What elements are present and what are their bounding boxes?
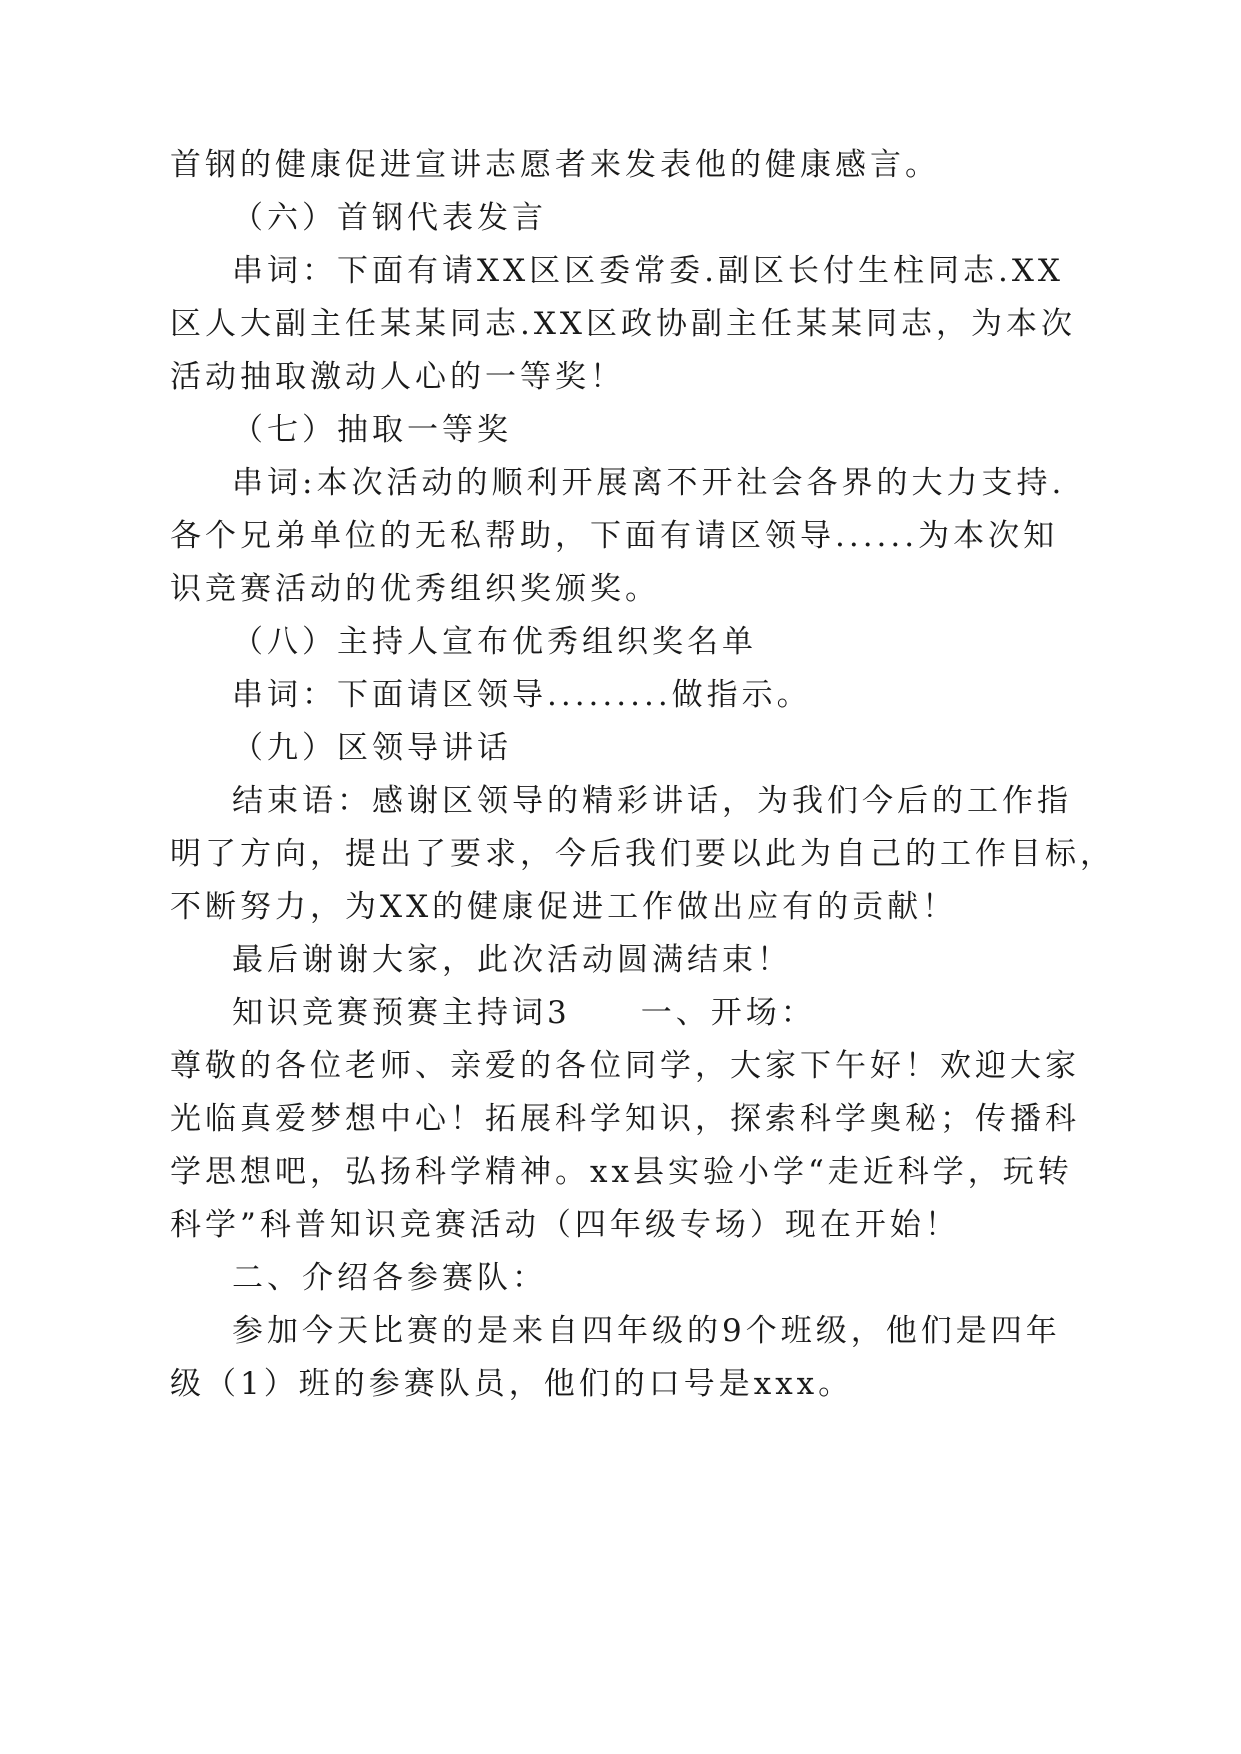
text-line: 不断努力，为XX的健康促进工作做出应有的贡献！ xyxy=(170,889,958,925)
text-line: 串词:本次活动的顺利开展离不开社会各界的大力支持. xyxy=(232,465,1066,501)
section-heading: （七）抽取一等奖 xyxy=(232,412,512,448)
text-line: 串词：下面有请XX区区委常委.副区长付生柱同志.XX xyxy=(232,253,1064,289)
text-line: 明了方向，提出了要求，今后我们要以此为自己的工作目标， xyxy=(170,836,1115,872)
text-line: 尊敬的各位老师、亲爱的各位同学，大家下午好！欢迎大家 xyxy=(170,1048,1080,1084)
text-line: 结束语：感谢区领导的精彩讲话，为我们今后的工作指 xyxy=(232,783,1072,819)
text-line: 区人大副主任某某同志.XX区政协副主任某某同志，为本次 xyxy=(170,306,1076,342)
section-heading: （九）区领导讲话 xyxy=(232,730,512,766)
section-heading: （六）首钢代表发言 xyxy=(232,200,547,236)
text-line: 知识竞赛预赛主持词3 一、开场： xyxy=(232,995,816,1031)
text-line: 科学”科普知识竞赛活动（四年级专场）现在开始！ xyxy=(170,1207,960,1243)
text-line: 串词：下面请区领导.........做指示。 xyxy=(232,677,812,713)
section-heading: （八）主持人宣布优秀组织奖名单 xyxy=(232,624,757,660)
section-heading: 二、介绍各参赛队： xyxy=(232,1260,547,1296)
text-line: 参加今天比赛的是来自四年级的9个班级，他们是四年 xyxy=(232,1313,1061,1349)
text-line: 首钢的健康促进宣讲志愿者来发表他的健康感言。 xyxy=(170,147,940,183)
text-line: 光临真爱梦想中心！拓展科学知识，探索科学奥秘；传播科 xyxy=(170,1101,1080,1137)
text-line: 各个兄弟单位的无私帮助，下面有请区领导......为本次知 xyxy=(170,518,1059,554)
text-line: 最后谢谢大家，此次活动圆满结束！ xyxy=(232,942,792,978)
text-line: 识竞赛活动的优秀组织奖颁奖。 xyxy=(170,571,660,607)
text-line: 学思想吧，弘扬科学精神。xx县实验小学“走近科学，玩转 xyxy=(170,1154,1073,1190)
text-line: 活动抽取激动人心的一等奖！ xyxy=(170,359,625,395)
text-line: 级（1）班的参赛队员，他们的口号是xxx。 xyxy=(170,1366,854,1402)
